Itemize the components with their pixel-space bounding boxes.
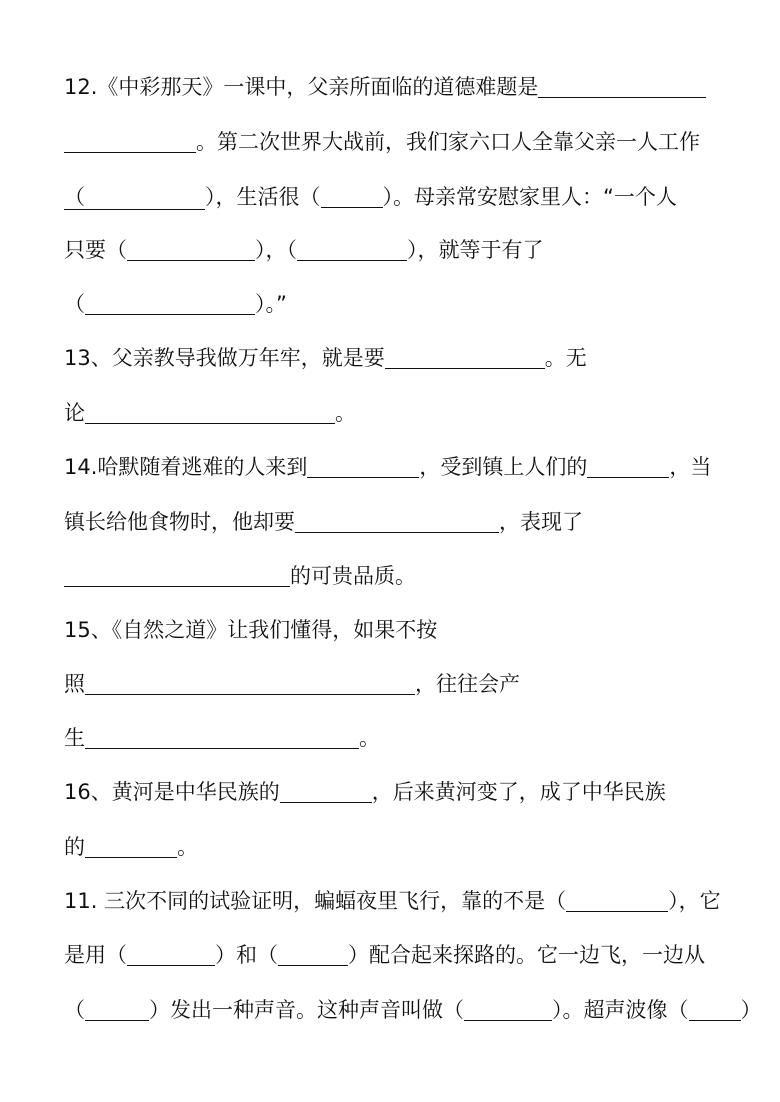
q12-text-6: ），（ <box>255 238 297 262</box>
q16-line-1 <box>64 777 666 807</box>
q13-blank-1[interactable] <box>385 346 545 369</box>
q13-text-2: 。无 <box>544 346 587 370</box>
q12-blank-3[interactable] <box>64 185 205 210</box>
q12-line-1 <box>64 72 706 102</box>
q11-text-2: ），它 <box>668 889 721 913</box>
q15-text-3: ，往往会产 <box>415 672 520 696</box>
q11-blank-4[interactable] <box>85 998 149 1021</box>
q11-blank-5[interactable] <box>464 998 552 1021</box>
q11-blank-6[interactable] <box>689 998 741 1021</box>
q11-text-9: ） <box>740 998 762 1022</box>
q14-text-6: 的可贵品质。 <box>290 564 416 588</box>
q12-text-7: ），就等于有了 <box>407 238 544 262</box>
q16-text-1: 16、黄河是中华民族的 <box>64 780 280 804</box>
q12-text-4: ）。母亲常安慰家里人：“一个人 <box>382 185 677 209</box>
q13-text-1: 13、父亲教导我做万年牢，就是要 <box>64 346 385 370</box>
q16-text-4: 。 <box>177 835 198 859</box>
q14-text-2: ，受到镇上人们的 <box>419 455 588 479</box>
q11-text-7: ）发出一种声音。这种声音叫做（ <box>149 998 464 1022</box>
q12-blank-6[interactable] <box>297 238 407 261</box>
q12-blank-2[interactable] <box>64 130 196 153</box>
q16-line-2 <box>64 832 198 862</box>
q13-line-1 <box>64 343 587 373</box>
q11-text-6: （ <box>64 998 85 1022</box>
q15-text-1: 15、《自然之道》让我们懂得，如果不按 <box>64 618 438 642</box>
q15-text-4: 生 <box>64 726 85 750</box>
q16-blank-1[interactable] <box>280 780 372 803</box>
q14-blank-1[interactable] <box>307 455 419 478</box>
q15-line-1 <box>64 615 437 645</box>
q11-blank-1[interactable] <box>566 889 668 912</box>
q14-line-3 <box>64 561 416 591</box>
q12-line-2 <box>64 127 700 157</box>
q11-line-1 <box>64 886 721 916</box>
q11-blank-2[interactable] <box>127 943 215 966</box>
q14-blank-3[interactable] <box>295 510 499 533</box>
q15-blank-2[interactable] <box>85 726 359 749</box>
q15-text-5: 。 <box>359 726 380 750</box>
open-paren: （ <box>64 185 85 209</box>
q14-blank-2[interactable] <box>587 455 669 478</box>
q14-text-4: 镇长给他食物时，他却要 <box>64 510 295 534</box>
q14-text-1: 14.哈默随着逃难的人来到 <box>64 455 308 479</box>
q16-text-3: 的 <box>64 835 85 859</box>
q14-blank-4[interactable] <box>64 564 290 587</box>
q12-line-3 <box>64 182 677 212</box>
q11-line-2 <box>64 940 705 970</box>
q11-text-1: 11. 三次不同的试验证明，蝙蝠夜里飞行，靠的不是（ <box>64 889 567 913</box>
q11-line-3 <box>64 995 762 1025</box>
q12-text-3: ），生活很（ <box>205 185 321 209</box>
q12-blank-7[interactable] <box>85 292 255 315</box>
q15-text-2: 照 <box>64 672 85 696</box>
q11-text-8: ）。超声波像（ <box>552 998 689 1022</box>
q12-blank-5[interactable] <box>127 238 255 261</box>
q14-line-2 <box>64 507 583 537</box>
q12-text-5: 只要（ <box>64 238 127 262</box>
q16-text-2: ，后来黄河变了，成了中华民族 <box>371 780 666 804</box>
q11-text-4: ）和（ <box>215 943 278 967</box>
q16-blank-2[interactable] <box>85 835 177 858</box>
q11-text-3: 是用（ <box>64 943 127 967</box>
q14-text-3: ，当 <box>669 455 712 479</box>
q14-line-1 <box>64 452 711 482</box>
q12-text-2: 。第二次世界大战前，我们家六口人全靠父亲一人工作 <box>196 130 700 154</box>
q15-line-3 <box>64 723 380 753</box>
q13-blank-2[interactable] <box>85 401 335 424</box>
q13-line-2 <box>64 398 356 428</box>
q12-text-9: ）。” <box>255 292 287 316</box>
q12-blank-1[interactable] <box>538 75 706 98</box>
q15-blank-1[interactable] <box>85 672 415 695</box>
q11-text-5: ）配合起来探路的。它一边飞，一边从 <box>348 943 705 967</box>
q15-line-2 <box>64 669 520 699</box>
q13-text-3: 论 <box>64 401 85 425</box>
q12-line-4 <box>64 235 544 265</box>
q12-blank-4[interactable] <box>321 185 383 208</box>
q12-text-8: （ <box>64 292 85 316</box>
q12-text-1: 12.《中彩那天》一课中，父亲所面临的道德难题是 <box>64 75 539 99</box>
q13-text-4: 。 <box>335 401 356 425</box>
q14-text-5: ，表现了 <box>499 510 583 534</box>
q11-blank-3[interactable] <box>278 943 348 966</box>
q12-line-5 <box>64 289 287 319</box>
